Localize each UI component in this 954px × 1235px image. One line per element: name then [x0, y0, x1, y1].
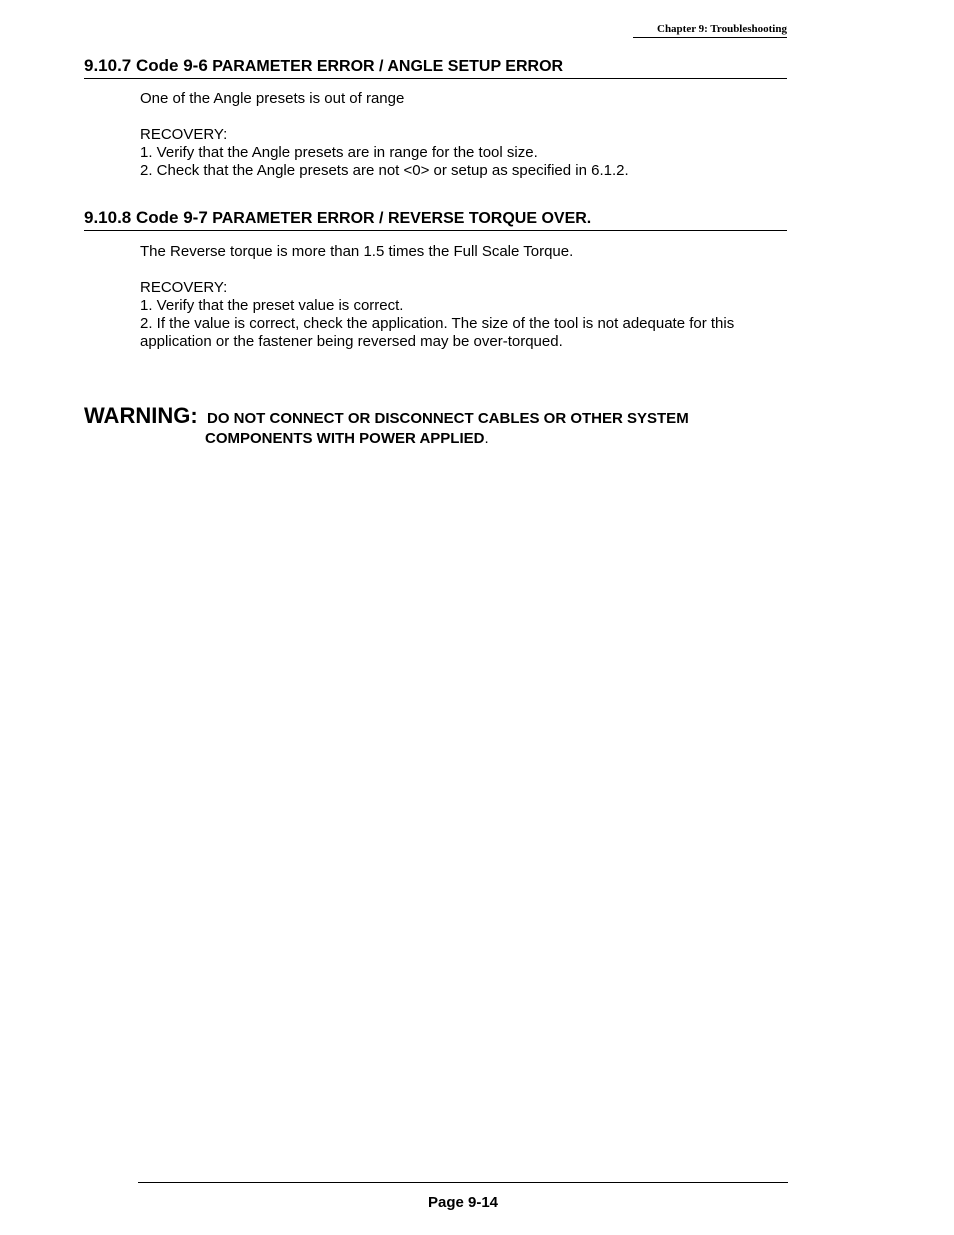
section-body-9-10-8: [140, 243, 780, 351]
recovery-step: 2. Check that the Angle presets are not <0> or setup as specified in 6.1.2.: [140, 162, 629, 179]
page-number: Page 9-14: [427, 1194, 499, 1211]
recovery-step: 2. If the value is correct, check the application. The size of the tool is not adequate for this: [140, 315, 735, 332]
footer-rule: [138, 1182, 788, 1183]
section-summary: The Reverse torque is more than 1.5 times the Full Scale Torque.: [140, 243, 574, 260]
warning-line-2-suffix: .: [484, 430, 489, 447]
section-number: 9.10.8 Code 9-7: [84, 208, 208, 227]
section-summary: One of the Angle presets is out of range: [140, 90, 405, 107]
recovery-label: RECOVERY:: [140, 126, 228, 143]
section-title: PARAMETER ERROR / REVERSE TORQUE OVER.: [212, 210, 592, 227]
recovery-step: 1. Verify that the Angle presets are in range for the tool size.: [140, 144, 538, 161]
section-title: PARAMETER ERROR / ANGLE SETUP ERROR: [212, 58, 564, 75]
recovery-step: application or the fastener being reversed may be over-torqued.: [140, 333, 563, 350]
warning-line-1: DO NOT CONNECT OR DISCONNECT CABLES OR OTHER SYSTEM: [207, 410, 689, 427]
warning-label: WARNING:: [84, 403, 198, 428]
recovery-step: 1. Verify that the preset value is correct.: [140, 297, 404, 314]
recovery-label: RECOVERY:: [140, 279, 228, 296]
warning-text: [205, 409, 785, 449]
header-rule: [633, 37, 787, 38]
section-heading-9-10-8: [84, 208, 787, 231]
section-number: 9.10.7 Code 9-6: [84, 56, 208, 75]
warning-line-2: COMPONENTS WITH POWER APPLIED: [205, 430, 485, 447]
running-header: Chapter 9: Troubleshooting: [657, 23, 787, 35]
section-heading-9-10-7: [84, 56, 787, 79]
section-body-9-10-7: [140, 90, 780, 180]
